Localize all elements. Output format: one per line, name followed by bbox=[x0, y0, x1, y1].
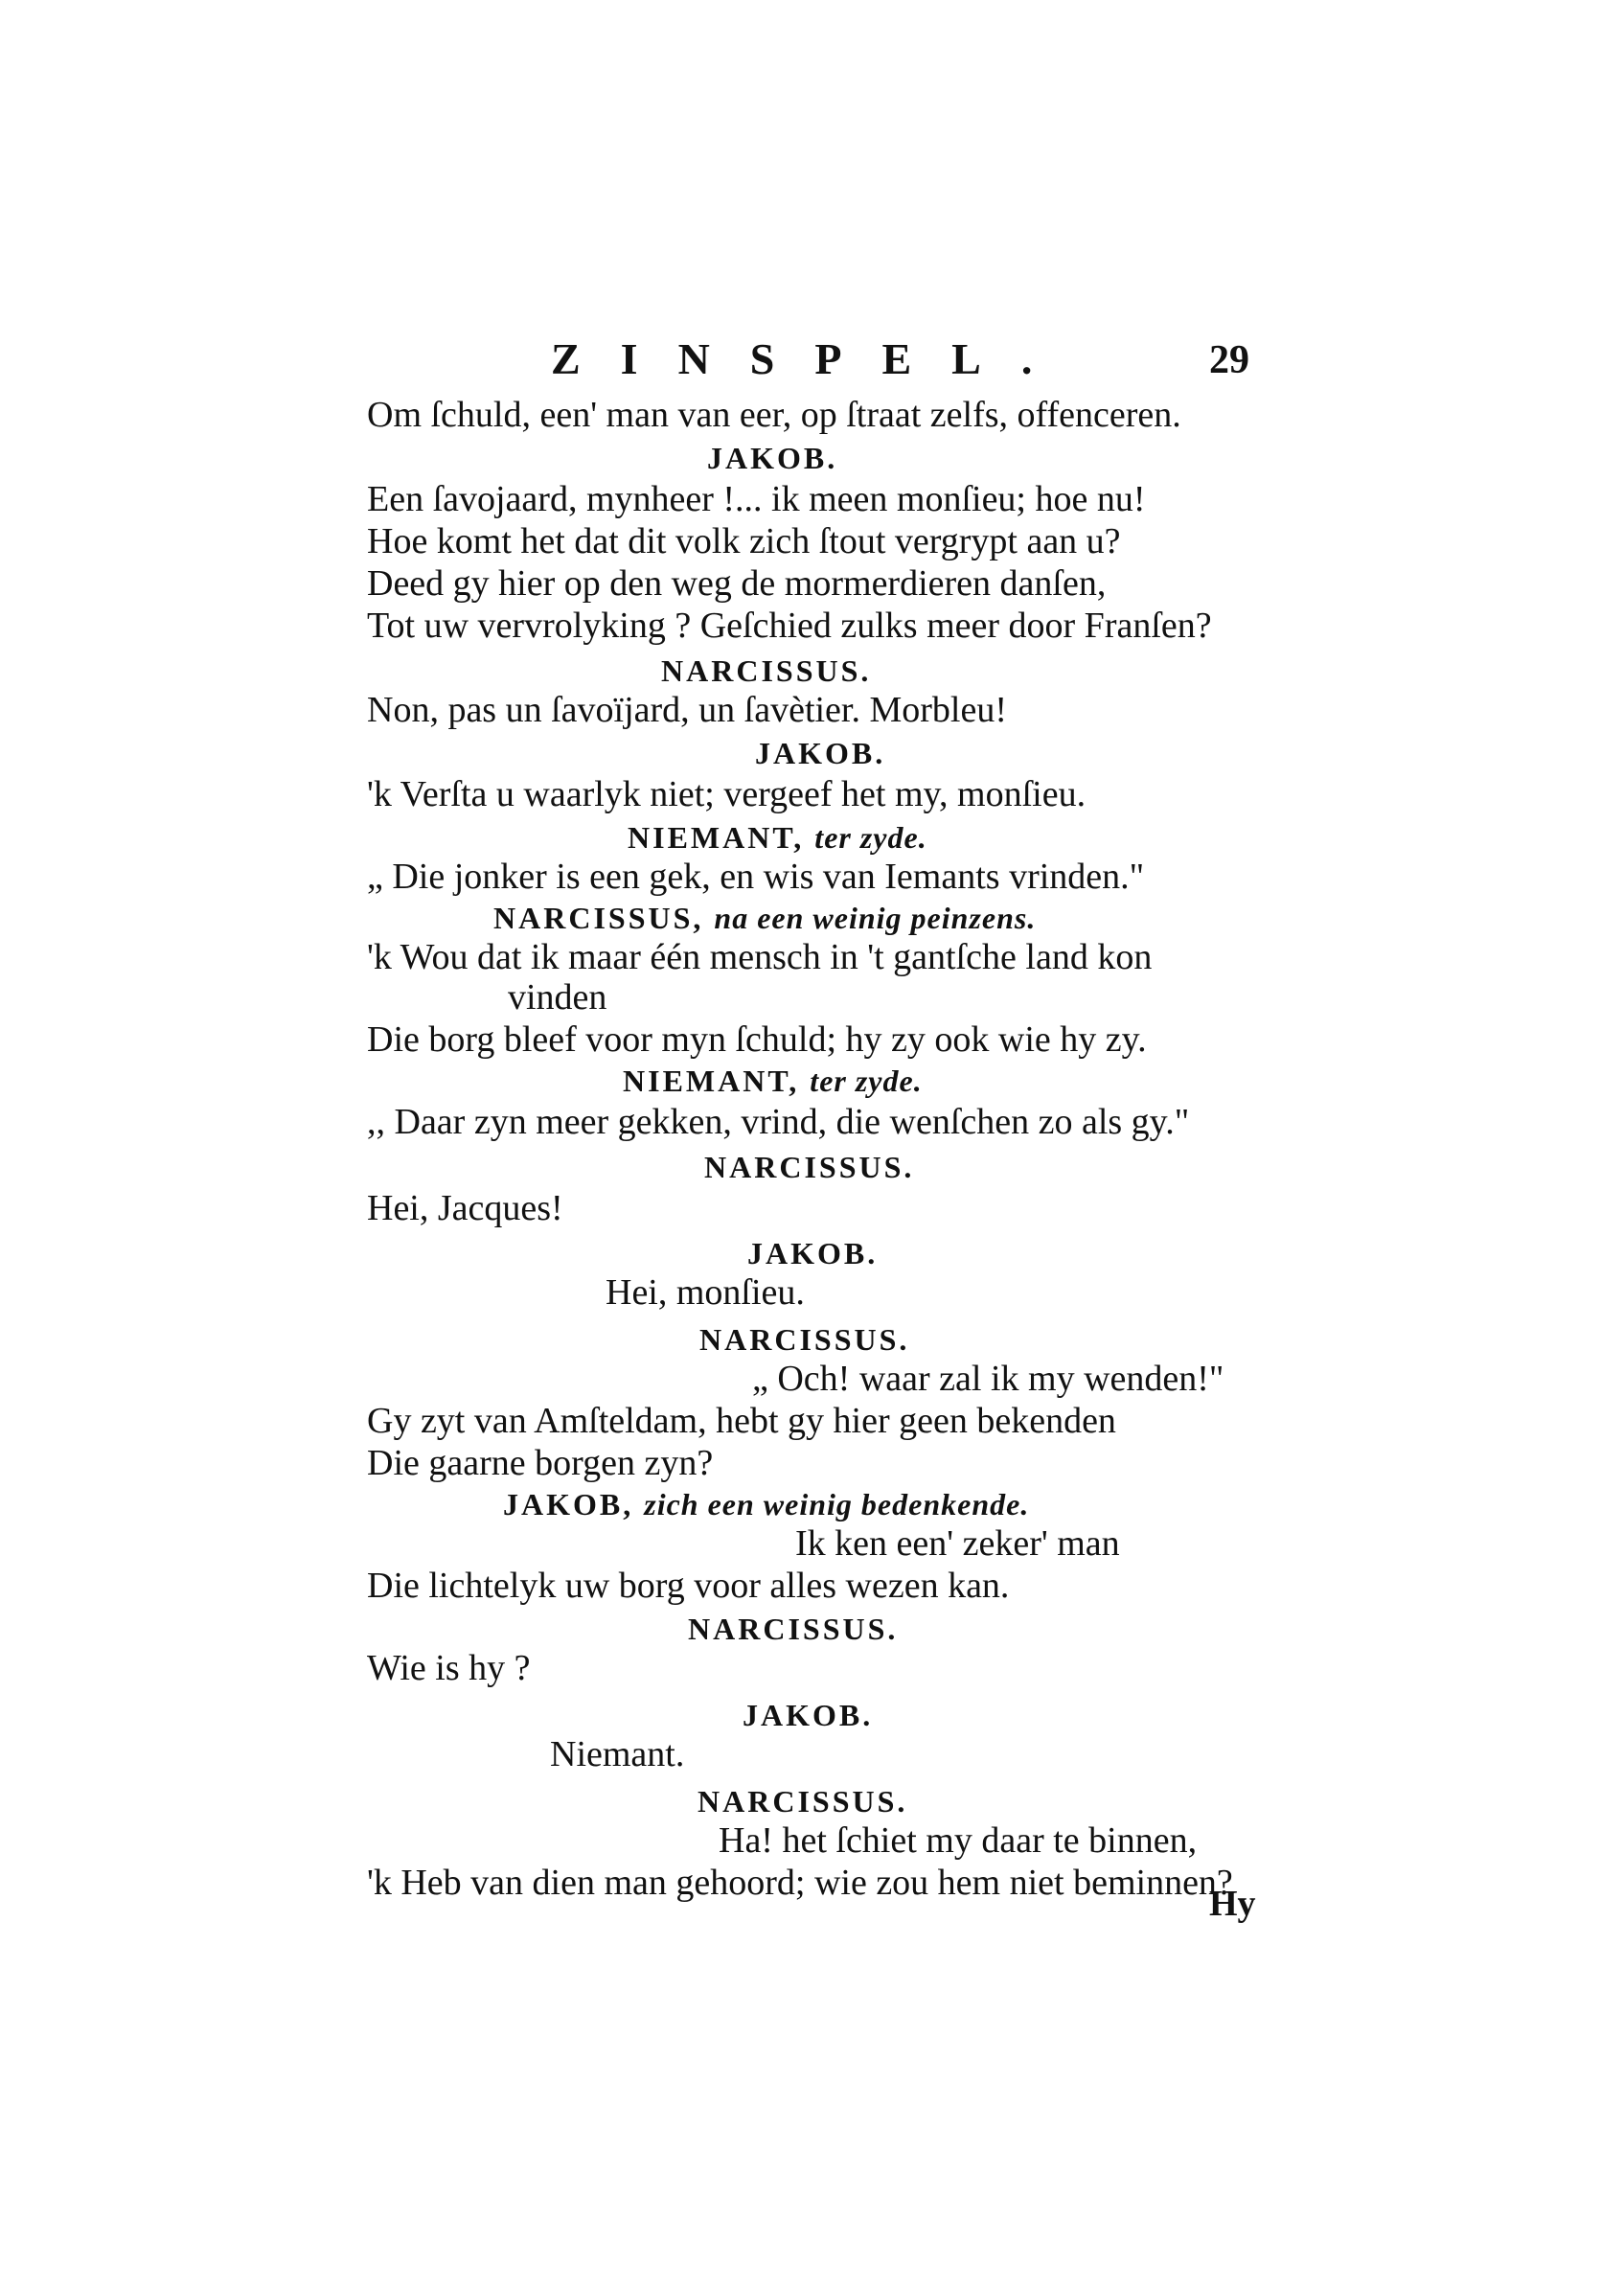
verse-line: Non, pas un ſavoïjard, un ſavètier. Morbleu! bbox=[367, 690, 1008, 730]
verse-line: Ik ken een' zeker' man bbox=[795, 1523, 1120, 1564]
verse-line: Tot uw vervrolyking ? Geſchied zulks meer door Franſen? bbox=[367, 606, 1212, 646]
speaker-name: JAKOB. bbox=[755, 736, 886, 770]
stage-direction: na een weinig peinzens. bbox=[714, 901, 1037, 935]
speaker-heading bbox=[755, 736, 885, 771]
verse-line: Die borg bleef voor myn ſchuld; hy zy ook wie hy zy. bbox=[367, 1019, 1147, 1060]
speaker-name: NARCISSUS. bbox=[688, 1612, 899, 1646]
running-title: ZINSPEL. bbox=[551, 334, 1073, 383]
page-number: 29 bbox=[1209, 338, 1249, 382]
verse-line: „ Die jonker is een gek, en wis van Iemants vrinden." bbox=[367, 857, 1145, 897]
verse-line: Ha! het ſchiet my daar te binnen, bbox=[719, 1820, 1198, 1861]
speaker-heading bbox=[698, 1784, 907, 1819]
speaker-heading bbox=[747, 1236, 878, 1271]
speaker-heading bbox=[628, 820, 927, 856]
stage-direction: zich een weinig bedenkende. bbox=[644, 1487, 1030, 1522]
speaker-name: NARCISSUS. bbox=[704, 1150, 915, 1184]
verse-line: 'k Heb van dien man gehoord; wie zou hem niet beminnen? bbox=[367, 1863, 1233, 1903]
stage-direction: ter zyde. bbox=[814, 820, 927, 855]
stage-direction: ter zyde. bbox=[810, 1064, 923, 1098]
speaker-name: JAKOB. bbox=[743, 1698, 874, 1732]
catchword: Hy bbox=[1209, 1884, 1256, 1924]
verse-line-turnover: vinden bbox=[508, 977, 607, 1018]
speaker-heading bbox=[743, 1698, 873, 1733]
verse-line: Wie is hy ? bbox=[367, 1648, 531, 1688]
speaker-name: NIEMANT, bbox=[623, 1064, 800, 1098]
speaker-name: NIEMANT, bbox=[628, 820, 805, 855]
speaker-heading bbox=[699, 1322, 909, 1358]
speaker-name: NARCISSUS. bbox=[698, 1784, 908, 1819]
verse-line: Die lichtelyk uw borg voor alles wezen kan. bbox=[367, 1566, 1010, 1606]
verse-line: Een ſavojaard, mynheer !... ik meen monſieu; hoe nu! bbox=[367, 479, 1146, 519]
speaker-heading bbox=[623, 1064, 923, 1099]
verse-line: Die gaarne borgen zyn? bbox=[367, 1443, 714, 1483]
speaker-heading bbox=[661, 653, 871, 689]
speaker-name: JAKOB. bbox=[747, 1236, 879, 1270]
speaker-name: NARCISSUS. bbox=[699, 1322, 910, 1357]
verse-line: Niemant. bbox=[550, 1734, 685, 1774]
speaker-heading bbox=[707, 441, 837, 476]
verse-line: ,, Daar zyn meer gekken, vrind, die wenſchen zo als gy." bbox=[367, 1102, 1190, 1142]
speaker-name: JAKOB, bbox=[503, 1487, 634, 1522]
verse-line: 'k Wou dat ik maar één mensch in 't gantſche land kon bbox=[367, 937, 1153, 977]
speaker-name: NARCISSUS. bbox=[661, 653, 872, 688]
speaker-heading bbox=[688, 1612, 898, 1647]
verse-line: Hoe komt het dat dit volk zich ſtout vergrypt aan u? bbox=[367, 521, 1121, 561]
verse-line: Gy zyt van Amſteldam, hebt gy hier geen bekenden bbox=[367, 1401, 1116, 1441]
verse-line: Deed gy hier op den weg de mormerdieren danſen, bbox=[367, 563, 1107, 604]
verse-line: „ Och! waar zal ik my wenden!" bbox=[752, 1359, 1224, 1399]
verse-line: Hei, monſieu. bbox=[606, 1272, 805, 1313]
speaker-name: NARCISSUS, bbox=[493, 901, 704, 935]
verse-line: Hei, Jacques! bbox=[367, 1188, 563, 1228]
speaker-heading bbox=[503, 1487, 1029, 1522]
verse-line: Om ſchuld, een' man van eer, op ſtraat zelfs, offenceren. bbox=[367, 395, 1181, 435]
verse-line: 'k Verſta u waarlyk niet; vergeef het my, monſieu. bbox=[367, 774, 1086, 814]
speaker-heading bbox=[493, 901, 1036, 936]
speaker-heading bbox=[704, 1150, 914, 1185]
speaker-name: JAKOB. bbox=[707, 441, 838, 475]
